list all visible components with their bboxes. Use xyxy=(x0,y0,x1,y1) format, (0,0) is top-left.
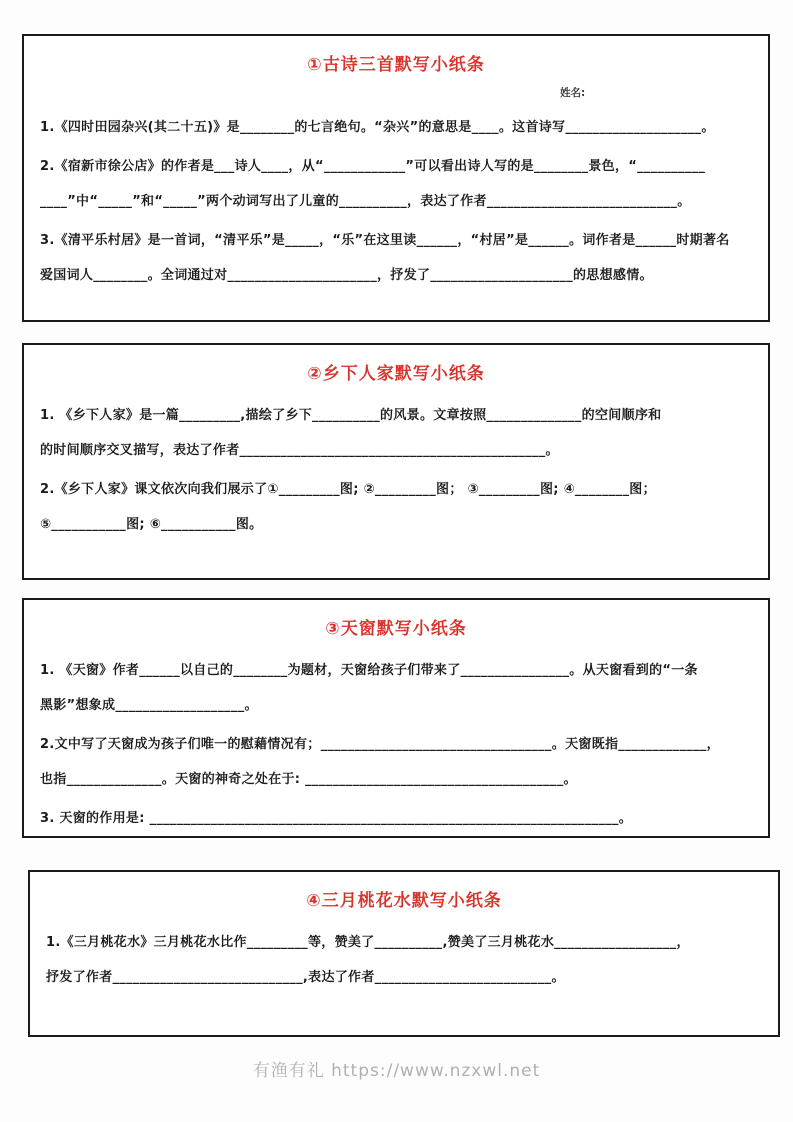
fill-in-line: 的时间顺序交叉描写，表达了作者_____________________________________________。 xyxy=(40,443,559,458)
fill-in-line: 2.《乡下人家》课文依次向我们展示了①_________图; ②_________图； ③_________图; ④________图； xyxy=(40,482,656,497)
section-lines xyxy=(40,653,752,836)
name-label: 姓名: xyxy=(560,87,586,99)
section-lines xyxy=(46,925,762,995)
section-lines xyxy=(40,110,752,293)
fill-in-line: 1. 《乡下人家》是一篇_________,描绘了乡下__________的风景。文章按照______________的空间顺序和 xyxy=(40,408,662,423)
fill-in-line: 抒发了作者____________________________,表达了作者__________________________。 xyxy=(46,970,565,985)
section-tianchuang xyxy=(22,598,770,838)
fill-in-line: 3. 天窗的作用是: _____________________________________________________________________。 xyxy=(40,811,633,826)
fill-in-line: ____”中“_____”和“_____”两个动词写出了儿童的__________，表达了作者____________________________。 xyxy=(40,194,691,209)
fill-in-line: 1.《四时田园杂兴(其二十五)》是________的七言绝句。“杂兴”的意思是____。这首诗写____________________。 xyxy=(40,120,715,135)
section-sanyue-taohuashui xyxy=(28,870,780,1037)
section-title: ②乡下人家默写小纸条 xyxy=(307,364,485,384)
fill-in-line: 1.《三月桃花水》三月桃花水比作_________等，赞美了__________,赞美了三月桃花水__________________， xyxy=(46,935,690,950)
fill-in-line: 2.《宿新市徐公店》的作者是___诗人____，从“____________”可以看出诗人写的是________景色，“__________ xyxy=(40,159,706,174)
section-title: ③天窗默写小纸条 xyxy=(325,619,467,639)
fill-in-line: 2.文中写了天窗成为孩子们唯一的慰藉情况有；__________________________________。天窗既指_____________， xyxy=(40,737,720,752)
fill-in-line: 1. 《天窗》作者______以自己的________为题材，天窗给孩子们带来了________________。从天窗看到的“一条 xyxy=(40,663,698,678)
section-gushi-sanshou xyxy=(22,34,770,322)
footer-watermark: 有渔有礼 https://www.nzxwl.net xyxy=(252,1061,541,1081)
section-title: ④三月桃花水默写小纸条 xyxy=(306,891,502,911)
section-xiangxia-renjia xyxy=(22,343,770,580)
fill-in-line: 黑影”想象成___________________。 xyxy=(40,698,258,713)
section-title: ①古诗三首默写小纸条 xyxy=(307,55,485,75)
fill-in-line: ⑤___________图; ⑥___________图。 xyxy=(40,517,263,532)
section-lines xyxy=(40,398,752,542)
fill-in-line: 3.《清平乐村居》是一首词，“清平乐”是_____，“乐”在这里读______，“村居”是______。词作者是______时期著名 xyxy=(40,233,730,248)
fill-in-line: 也指______________。天窗的神奇之处在于: ______________________________________。 xyxy=(40,772,577,787)
fill-in-line: 爱国词人________。全词通过对______________________，抒发了_____________________的思想感情。 xyxy=(40,268,653,283)
